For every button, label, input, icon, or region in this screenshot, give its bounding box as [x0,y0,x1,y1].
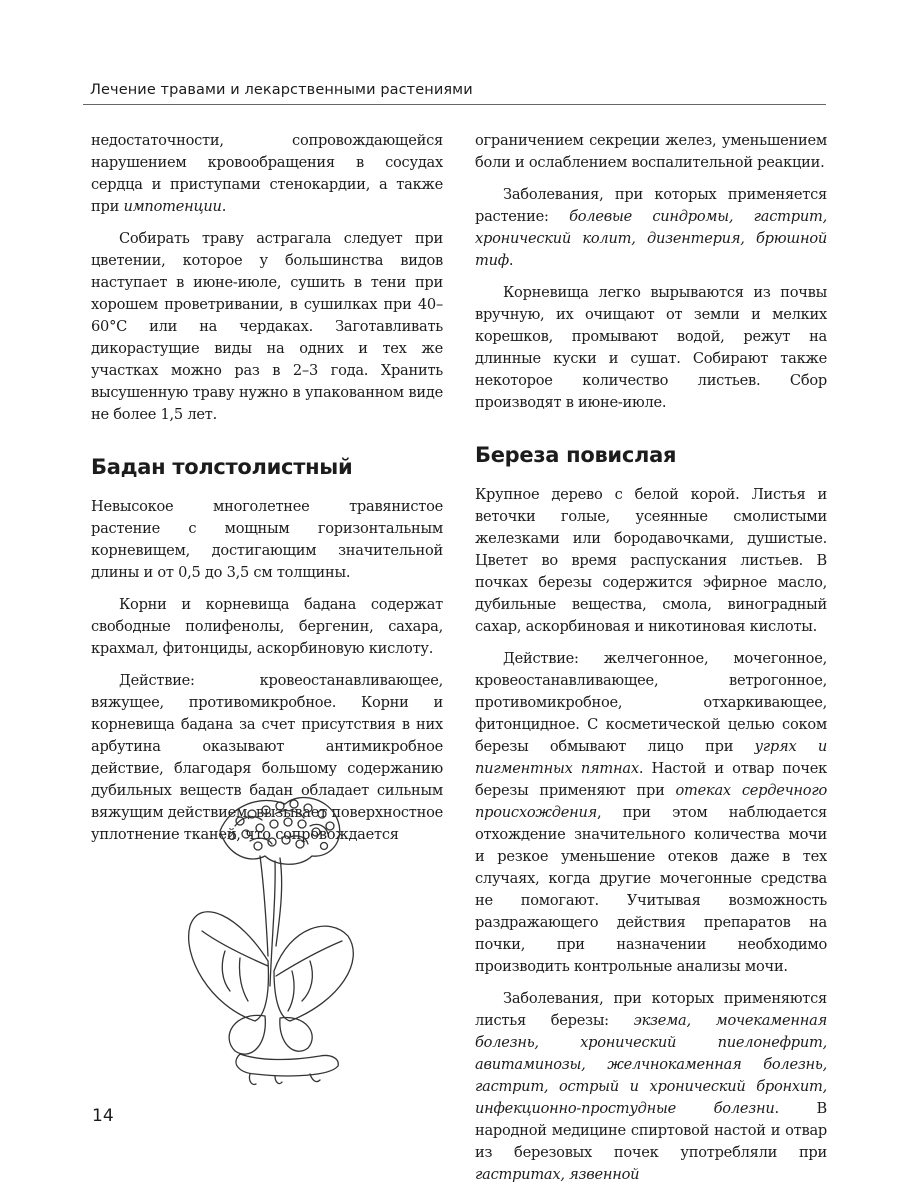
plant-stem [260,856,282,986]
left-column [91,130,443,856]
badan-paragraph-1: Невысокое многолетнее травянистое растение с мощным горизонтальным корневищем, достигающим значительной длины и от 0,5 до 3,5 см толщины. [91,498,443,581]
badan-paragraph-2: Корни и корневища бадана содержат свободные полифенолы, бергенин, сахара, крахмал, фитонциды, аскорбиновую кислоту. [91,596,443,657]
running-head: Лечение травами и лекарственными растениями [90,82,473,98]
header-rule [83,104,826,105]
page-number: 14 [92,1106,114,1126]
left-intro-paragraph-2: Собирать траву астрагала следует при цветении, которое у большинства видов наступает в июне-июле, сушить в тени при хорошем проветривании, в сушилках при 40–60°С или на чердаках. Заготавливать дикорастущие виды на одних и тех же участках можно раз в 2–3 года. Хранить высушенную траву нужно в упакованном виде не более 1,5 лет. [91,230,443,423]
badan-plant-drawing-icon [180,786,370,1086]
leaf-right [274,926,353,1021]
section-title-bereza: Береза повислая [475,443,677,467]
right-intro-paragraph-2: Заболевания, при которых применяется растение: болевые синдромы, гастрит, хронический колит, дизентерия, брюшной тиф. [475,186,827,269]
right-column [475,130,827,1196]
section-title-badan: Бадан толстолистный [91,455,353,479]
right-intro-paragraph-3: Корневища легко вырываются из почвы вручную, их очищают от земли и мелких корешков, промывают водой, режут на длинные куски и сушат. Собирают также некоторое количество листьев. Сбор производят в июне-июле. [475,284,827,411]
right-intro-paragraph-1: ограничением секреции желез, уменьшением боли и ослаблением воспалительной реакции. [475,132,827,171]
left-intro-paragraph-1: недостаточности, сопровождающейся нарушением кровообращения в сосудах сердца и приступами стенокардии, а также при импотенции. [91,132,443,215]
flower-cluster [220,798,340,865]
bereza-paragraph-1: Крупное дерево с белой корой. Листья и веточки голые, усеянные смолистыми железками или бородавочками, душистые. Цветет во время распускания листьев. В почках березы содержится эфирное масло, дубильные вещества, смола, виноградный сахар, аскорбиновая и никотиновая кислоты. [475,486,827,635]
leaf-left [189,912,269,1021]
bereza-paragraph-2: Действие: желчегонное, мочегонное, кровеостанавливающее, ветрогонное, противомикробное, отхаркивающее, фитонцидное. С косметической целью соком березы обмывают лицо при угрях и пигментных пятнах. Настой и отвар почек березы применяют при отеках сердечного происхождения, при этом наблюдается отхождение значительного количества мочи и резкое уменьшение отеков даже в тех случаях, когда другие мочегонные средства не помогают. Учитывая возможность раздражающего действия препаратов на почки, при назначении необходимо производить контрольные анализы мочи. [475,650,827,975]
badan-paragraph-3: Действие: кровеостанавливающее, вяжущее, противомикробное. Корни и корневища бадана за счет присутствия в них арбутина оказывают антимикробное действие, благодаря большому содержанию дубильных веществ бадан обладает сильным вяжущим действием, вызывает поверхностное уплотнение тканей, что сопровождается [91,672,443,843]
bereza-paragraph-3: Заболевания, при которых применяются листья березы: экзема, мочекаменная болезнь, хронический пиелонефрит, авитаминозы, желчнокаменная болезнь, гастрит, острый и хронический бронхит, инфекционно-простудные болезни. В народной медицине спиртовой настой и отвар из березовых почек употребляли при гастритах, язвенной [475,990,827,1183]
leaf-lower [229,1015,265,1054]
rhizome [236,1054,338,1076]
